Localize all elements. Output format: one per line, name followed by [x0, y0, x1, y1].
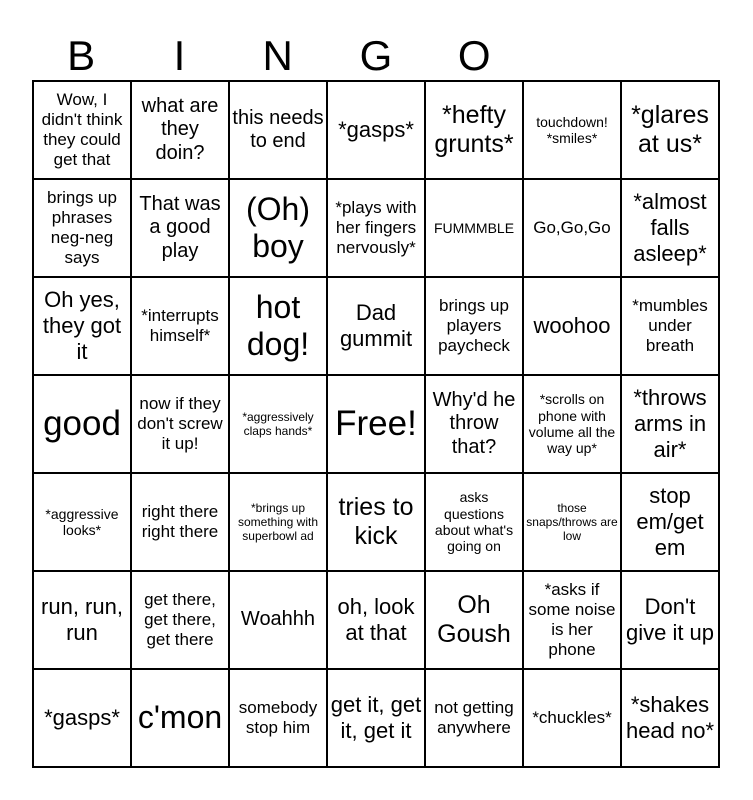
cell-text: *throws arms in air* — [633, 385, 707, 462]
cell-text: brings up players paycheck — [438, 296, 510, 355]
bingo-cell[interactable] — [426, 376, 524, 474]
bingo-cell[interactable] — [524, 180, 622, 278]
cell-text: right there right there — [141, 502, 219, 541]
cell-text: *scrolls on phone with volume all the way up* — [528, 391, 616, 457]
cell-text: not getting anywhere — [434, 698, 514, 737]
bingo-cell[interactable] — [230, 82, 328, 180]
bingo-cell[interactable] — [524, 474, 622, 572]
bingo-cell[interactable] — [426, 572, 524, 670]
cell-text: Woahhh — [240, 608, 316, 631]
cell-text: Wow, I didn't think they could get that — [41, 90, 123, 169]
bingo-cell[interactable] — [230, 572, 328, 670]
bingo-cell[interactable] — [34, 670, 132, 768]
bingo-cell[interactable] — [34, 474, 132, 572]
cell-text: oh, look at that — [337, 594, 415, 645]
bingo-cell[interactable] — [622, 474, 720, 572]
bingo-cell[interactable] — [132, 572, 230, 670]
bingo-cell[interactable] — [328, 278, 426, 376]
cell-text: what are they doin? — [141, 94, 219, 164]
bingo-cell[interactable] — [34, 278, 132, 376]
cell-text: touchdown! *smiles* — [536, 113, 608, 146]
cell-text: Free! — [335, 403, 417, 443]
cell-text: *brings up something with superbowl ad — [237, 500, 319, 544]
bingo-cell[interactable] — [622, 670, 720, 768]
cell-text: *aggressive looks* — [45, 505, 119, 538]
bingo-cell[interactable] — [622, 180, 720, 278]
cell-text: now if they don't screw it up! — [137, 394, 223, 453]
cell-text: hot dog! — [246, 288, 310, 362]
header-letter-n: N — [262, 32, 293, 79]
cell-text: Don't give it up — [625, 594, 715, 645]
bingo-cell[interactable] — [328, 376, 426, 474]
cell-text: *chuckles* — [532, 708, 612, 728]
bingo-cell[interactable] — [34, 376, 132, 474]
cell-text: *mumbles under breath — [632, 296, 708, 355]
bingo-cell[interactable] — [622, 278, 720, 376]
bingo-cell[interactable] — [230, 474, 328, 572]
cell-text: those snaps/throws are low — [526, 500, 618, 544]
bingo-cell[interactable] — [426, 474, 524, 572]
cell-text: *aggressively claps hands* — [242, 409, 314, 438]
bingo-cell[interactable] — [132, 82, 230, 180]
header-letter-g: G — [359, 32, 393, 79]
bingo-cell[interactable] — [524, 572, 622, 670]
bingo-cell[interactable] — [34, 180, 132, 278]
cell-text: Dad gummit — [339, 300, 413, 351]
cell-text: get there, get there, get there — [144, 590, 216, 649]
bingo-cell[interactable] — [328, 572, 426, 670]
bingo-cell[interactable] — [132, 180, 230, 278]
cell-text: Why'd he throw that? — [432, 388, 516, 458]
cell-text: Go,Go,Go — [533, 218, 611, 238]
bingo-cell[interactable] — [230, 278, 328, 376]
bingo-cell[interactable] — [230, 376, 328, 474]
bingo-cell[interactable] — [524, 82, 622, 180]
bingo-cell[interactable] — [328, 670, 426, 768]
cell-text: somebody stop him — [238, 698, 318, 737]
bingo-cell[interactable] — [524, 670, 622, 768]
cell-text: good — [43, 403, 121, 443]
bingo-cell[interactable] — [622, 572, 720, 670]
cell-text: woohoo — [533, 313, 611, 339]
cell-text: Oh yes, they got it — [42, 287, 122, 364]
header-letter-b: B — [67, 32, 96, 79]
bingo-cell[interactable] — [328, 180, 426, 278]
cell-text: *asks if some noise is her phone — [528, 580, 616, 659]
cell-text: FUMMMBLE — [433, 219, 515, 236]
bingo-cell[interactable] — [622, 82, 720, 180]
bingo-cell[interactable] — [426, 82, 524, 180]
bingo-cell[interactable] — [132, 670, 230, 768]
cell-text: *almost falls asleep* — [633, 189, 707, 266]
cell-text: *shakes head no* — [625, 692, 715, 743]
bingo-cell[interactable] — [34, 572, 132, 670]
cell-text: Oh Goush — [437, 590, 511, 648]
cell-text: tries to kick — [338, 492, 414, 550]
bingo-cell[interactable] — [132, 474, 230, 572]
header-letter-i: I — [173, 32, 186, 79]
bingo-cell[interactable] — [132, 278, 230, 376]
bingo-cell[interactable] — [34, 82, 132, 180]
cell-text: *glares at us* — [631, 100, 709, 158]
bingo-cell[interactable] — [230, 670, 328, 768]
cell-text: *plays with her fingers nervously* — [335, 198, 417, 257]
cell-text: (Oh) boy — [246, 190, 310, 264]
header-letter-o: O — [457, 32, 491, 79]
bingo-card-grid — [32, 80, 720, 768]
bingo-cell[interactable] — [132, 376, 230, 474]
bingo-cell[interactable] — [328, 474, 426, 572]
cell-text: *hefty grunts* — [434, 100, 514, 158]
bingo-cell[interactable] — [524, 376, 622, 474]
cell-text: c'mon — [137, 699, 223, 736]
bingo-header — [32, 30, 720, 82]
bingo-cell[interactable] — [426, 180, 524, 278]
cell-text: *gasps* — [338, 117, 414, 143]
cell-text: *interrupts himself* — [141, 306, 219, 345]
bingo-cell[interactable] — [426, 670, 524, 768]
cell-text: get it, get it, get it — [330, 692, 422, 743]
cell-text: brings up phrases neg-neg says — [47, 188, 117, 267]
bingo-cell[interactable] — [230, 180, 328, 278]
cell-text: *gasps* — [44, 705, 120, 731]
bingo-cell[interactable] — [622, 376, 720, 474]
bingo-cell[interactable] — [426, 278, 524, 376]
cell-text: asks questions about what's going on — [434, 489, 514, 555]
bingo-cell[interactable] — [328, 82, 426, 180]
cell-text: run, run, run — [41, 594, 123, 645]
cell-text: stop em/get em — [636, 483, 704, 560]
cell-text: this needs to end — [232, 106, 324, 152]
cell-text: That was a good play — [139, 192, 221, 262]
bingo-cell[interactable] — [524, 278, 622, 376]
